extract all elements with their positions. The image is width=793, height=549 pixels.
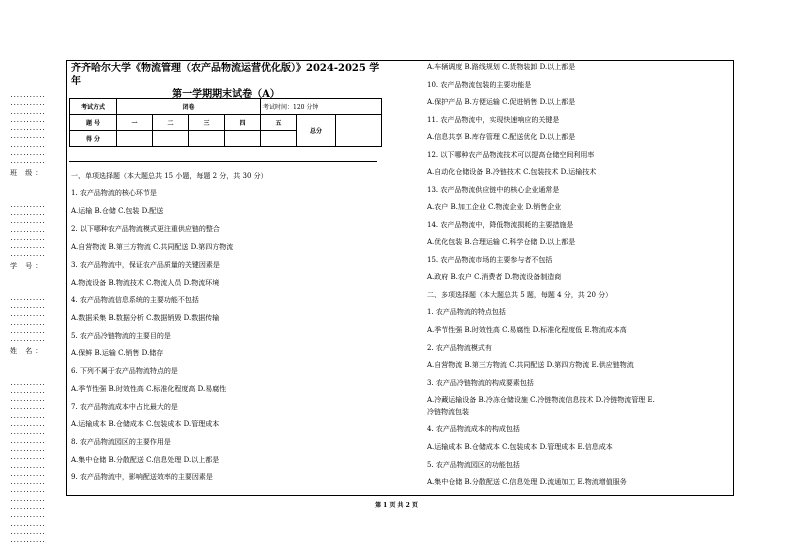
question-text: 11. 农产品物流中，实现快速响应的关键是	[427, 116, 560, 124]
total-score-cell[interactable]	[336, 115, 382, 147]
binding-margin	[10, 92, 58, 545]
section1-heading: 一、单项选择题（本大题总共 15 小题，每题 2 分，共 30 分）	[71, 172, 268, 180]
title-line-1: 齐齐哈尔大学《物流管理（农产品物流运营优化版）》2024-2025 学年	[71, 63, 380, 87]
total-label: 总分	[297, 115, 336, 147]
question-text: 15. 农产品物流市场的主要参与者不包括	[427, 256, 553, 264]
dot-line: ...........	[10, 513, 46, 520]
question-text: 3. 农产品物流中，保证农产品质量的关键因素是	[71, 261, 220, 269]
question-text: 2. 农产品物流模式有	[427, 344, 492, 352]
dot-line: ...........	[10, 142, 46, 149]
dot-line: ...........	[10, 413, 46, 420]
question-options: A.物流设备 B.物流技术 C.物流人员 D.物流环境	[71, 279, 220, 287]
question-options: A.集中仓储 B.分散配送 C.信息处理 D.流通加工 E.物流增值服务	[427, 478, 627, 486]
question-options: A.季节性强 B.时效性高 C.易腐性 D.标准化程度低 E.物流成本高	[427, 326, 627, 334]
student-id-label: 学 号：	[10, 261, 46, 270]
dot-line: ...........	[10, 210, 46, 217]
question-text: 8. 农产品物流园区的主要作用是	[71, 438, 171, 446]
question-options: A.冷藏运输设备 B.冷冻仓储设施 C.冷链物流信息技术 D.冷链物流管理 E.	[427, 396, 655, 404]
dot-line: ...........	[10, 504, 46, 511]
dot-line: ...........	[10, 295, 46, 302]
question-options: A.农户 B.加工企业 C.物流企业 D.销售企业	[427, 203, 562, 211]
exam-title	[71, 62, 381, 101]
dot-line: ...........	[10, 471, 46, 478]
section-no-1: 一	[117, 115, 153, 131]
dot-group-2	[10, 202, 58, 260]
dot-line: ...........	[10, 328, 46, 335]
dot-line: ...........	[10, 117, 46, 124]
question-text: 3. 农产品冷链物流的构成要素包括	[427, 379, 534, 387]
question-options: A.政府 B.农户 C.消费者 D.物流设备制造商	[427, 273, 562, 281]
dot-line: ...........	[10, 312, 46, 319]
question-options: A.数据采集 B.数据分析 C.数据销毁 D.数据传输	[71, 314, 220, 322]
score-cell-3[interactable]	[189, 131, 225, 147]
dot-line: ...........	[10, 480, 46, 487]
question-options: A.保鲜 B.运输 C.销售 D.储存	[71, 349, 164, 357]
dot-line: ...........	[10, 109, 46, 116]
class-label: 班 级：	[10, 168, 46, 177]
question-text: 13. 农产品物流供应链中的核心企业通常是	[427, 186, 560, 194]
question-options: A.季节性强 B.时效性高 C.标准化程度高 D.易腐性	[71, 385, 227, 393]
dot-line: ...........	[10, 529, 46, 536]
section-no-2: 二	[153, 115, 189, 131]
dot-line: ...........	[10, 151, 46, 158]
question-options: A.信息共享 B.库存管理 C.配送优化 D.以上都是	[427, 133, 576, 141]
score-label: 得 分	[70, 131, 117, 147]
dot-line: ...........	[10, 219, 46, 226]
dot-line: ...........	[10, 538, 46, 545]
question-text: 14. 农产品物流中，降低物流损耗的主要措施是	[427, 221, 574, 229]
dot-line: ...........	[10, 202, 46, 209]
question-text: 5. 农产品物流园区的功能包括	[427, 461, 520, 469]
score-cell-5[interactable]	[261, 131, 297, 147]
score-cell-4[interactable]	[225, 131, 261, 147]
dot-line: ...........	[10, 244, 46, 251]
dot-line: ...........	[10, 126, 46, 133]
dot-group-1	[10, 92, 58, 167]
question-text: 7. 农产品物流成本中占比最大的是	[71, 403, 178, 411]
question-options: A.自营物流 B.第三方物流 C.共同配送 D.第四方物流 E.供应链物流	[427, 361, 634, 369]
section-no-5: 五	[261, 115, 297, 131]
question-text: 4. 农产品物流信息系统的主要功能不包括	[71, 296, 199, 304]
question-options: A.运输成本 B.仓储成本 C.包装成本 D.管理成本 E.信息成本	[427, 443, 613, 451]
question-text: 9. 农产品物流中，影响配送效率的主要因素是	[71, 473, 213, 481]
question-text: 10. 农产品物流包装的主要功能是	[427, 81, 532, 89]
dot-line: ...........	[10, 235, 46, 242]
dot-line: ...........	[10, 388, 46, 395]
dot-group-3	[10, 295, 58, 345]
dot-line: ...........	[10, 430, 46, 437]
name-label: 姓 名：	[10, 346, 46, 355]
dot-line: ...........	[10, 463, 46, 470]
exam-time: 考试时间：120 分钟	[261, 99, 382, 115]
dot-line: ...........	[10, 397, 46, 404]
exam-mode-label: 考试方式	[70, 99, 117, 115]
question-text: 2. 以下哪种农产品物流模式更注重供应链的整合	[71, 225, 220, 233]
dot-line: ...........	[10, 159, 46, 166]
exam-mode-value: 闭卷	[117, 99, 261, 115]
question-text: 1. 农产品物流的核心环节是	[71, 189, 157, 197]
section-no-3: 三	[189, 115, 225, 131]
dot-line: ...........	[10, 438, 46, 445]
dot-line: ...........	[10, 380, 46, 387]
dot-line: ...........	[10, 93, 46, 99]
page-number: 第 1 页 共 2 页	[375, 502, 418, 509]
question-options: A.运输成本 B.仓储成本 C.包装成本 D.管理成本	[71, 420, 220, 428]
question-options-wrap: 冷链物流包装	[427, 408, 469, 416]
dot-line: ...........	[10, 304, 46, 311]
question-text: 1. 农产品物流的特点包括	[427, 308, 506, 316]
question-options: A.运输 B.仓储 C.包装 D.配送	[71, 207, 164, 215]
dot-line: ...........	[10, 455, 46, 462]
title-line-2: 第一学期期末试卷（A）	[172, 89, 280, 100]
dot-line: ...........	[10, 521, 46, 528]
question-options: A.集中仓储 B.分散配送 C.信息处理 D.以上都是	[71, 456, 220, 464]
dot-line: ...........	[10, 227, 46, 234]
section-no-4: 四	[225, 115, 261, 131]
score-cell-1[interactable]	[117, 131, 153, 147]
dot-line: ...........	[10, 405, 46, 412]
dot-line: ...........	[10, 446, 46, 453]
section2-heading: 二、多项选择题（本大题总共 5 题，每题 4 分，共 20 分）	[427, 291, 613, 299]
question-options: A.自动化仓储设备 B.冷链技术 C.包装技术 D.运输技术	[427, 168, 597, 176]
question-text: 5. 农产品冷链物流的主要目的是	[71, 332, 171, 340]
question-no-label: 题 号	[70, 115, 117, 131]
question-text: 6. 下列不属于农产品物流特点的是	[71, 367, 178, 375]
dot-line: ...........	[10, 320, 46, 327]
dot-line: ...........	[10, 488, 46, 495]
dot-group-4	[10, 380, 58, 546]
question-options: A.保护产品 B.方便运输 C.促进销售 D.以上都是	[427, 98, 576, 106]
question-options: A.优化包装 B.合理运输 C.科学仓储 D.以上都是	[427, 238, 576, 246]
question-options: A.车辆调度 B.路线规划 C.货物装卸 D.以上都是	[427, 63, 576, 71]
score-cell-2[interactable]	[153, 131, 189, 147]
dot-line: ...........	[10, 252, 46, 259]
question-options: A.自营物流 B.第三方物流 C.共同配送 D.第四方物流	[71, 243, 234, 251]
question-text: 4. 农产品物流成本的构成包括	[427, 425, 520, 433]
dot-line: ...........	[10, 337, 46, 344]
dot-line: ...........	[10, 101, 46, 108]
question-text: 12. 以下哪种农产品物流技术可以提高仓储空间利用率	[427, 151, 595, 159]
score-table	[69, 98, 382, 147]
divider-line	[69, 161, 377, 162]
dot-line: ...........	[10, 134, 46, 141]
dot-line: ...........	[10, 496, 46, 503]
dot-line: ...........	[10, 422, 46, 429]
